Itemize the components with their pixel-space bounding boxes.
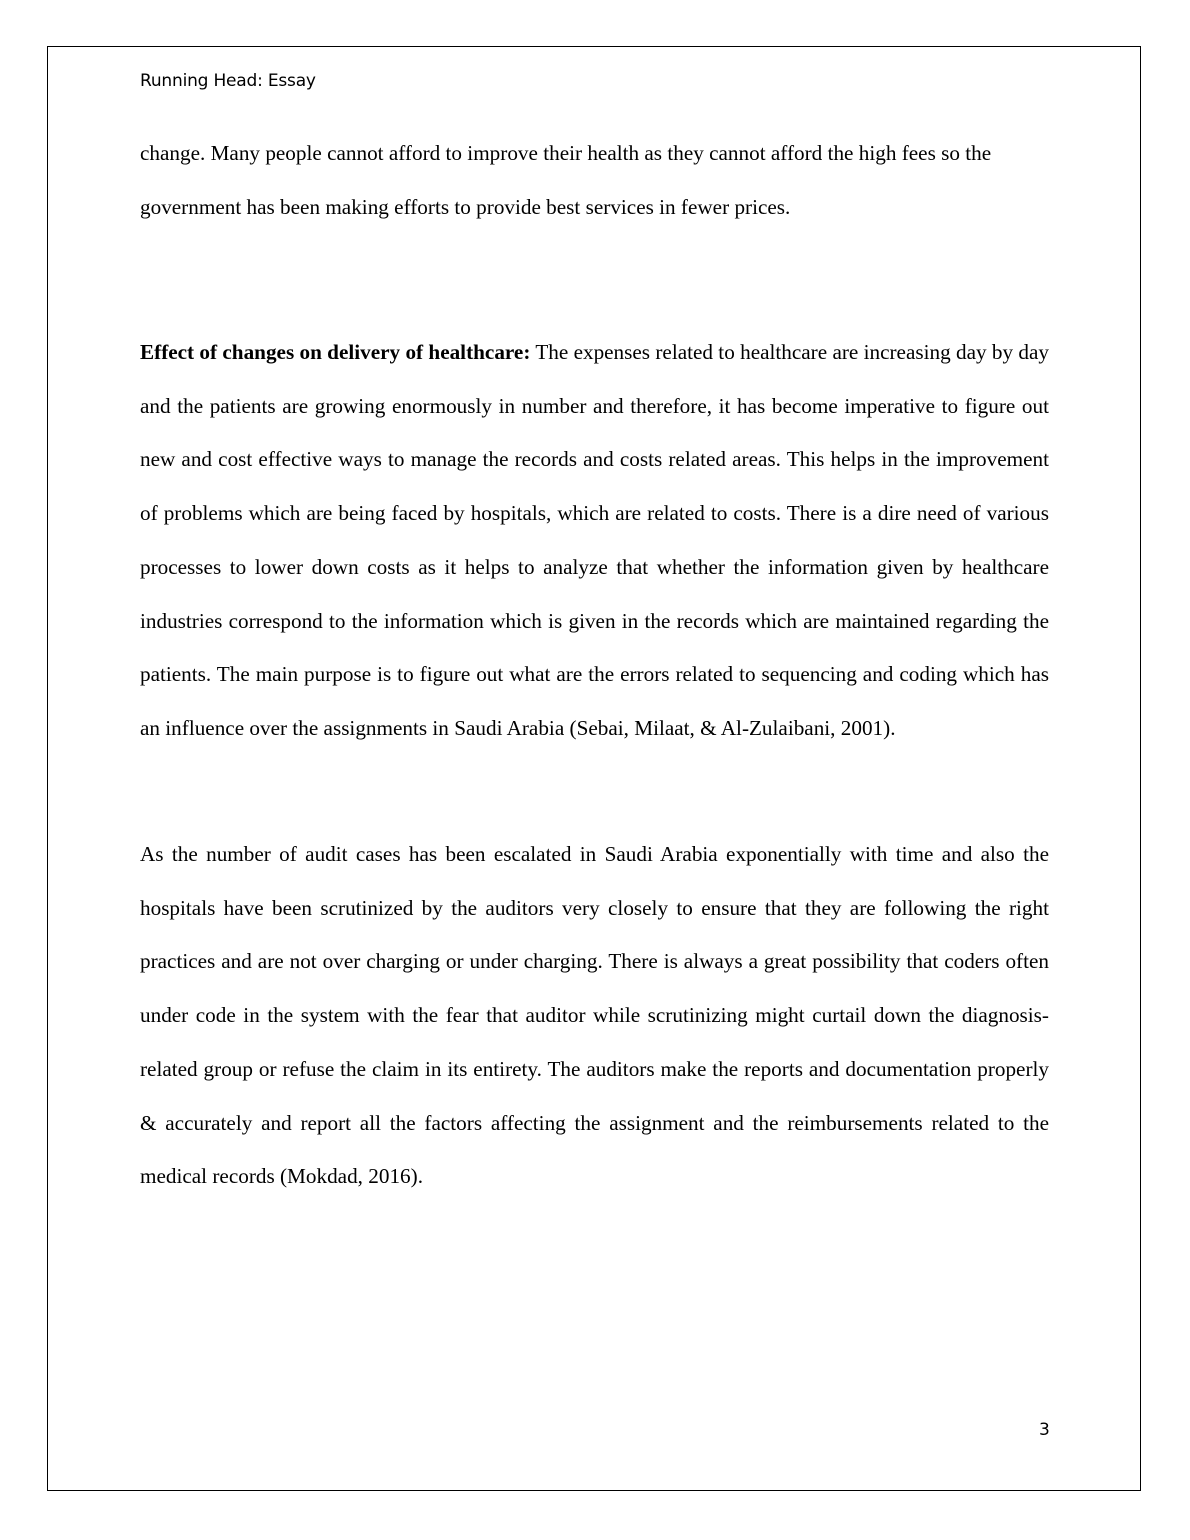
section-heading: Effect of changes on delivery of healthcare: bbox=[140, 340, 531, 364]
paragraph-continuation: change. Many people cannot afford to improve their health as they cannot afford the high fees so the government has been making efforts to provide best services in fewer prices. bbox=[140, 141, 992, 219]
paragraph-body: The expenses related to healthcare are increasing day by day and the patients are growing enormously in number and therefore, it has become imperative to figure out new and cost effective ways to manage the records and costs related areas. This helps in the improvement of problems which are being faced by hospitals, which are related to costs. There is a dire need of various processes to lower down costs as it helps to analyze that whether the information given by healthcare industries correspond to the information which is given in the records which are maintained regarding the patients. The main purpose is to figure out what are the errors related to sequencing and coding which has an influence over the assignments in Saudi Arabia (Sebai, Milaat, & Al-Zulaibani, 2001). bbox=[140, 340, 1049, 740]
page-border bbox=[47, 46, 1141, 1491]
paragraph-effect-of-changes bbox=[140, 326, 1049, 756]
paragraph-audit-cases: As the number of audit cases has been escalated in Saudi Arabia exponentially with time and also the hospitals have been scrutinized by the auditors very closely to ensure that they are following the right practices and are not over charging or under charging. There is always a great possibility that coders often under code in the system with the fear that auditor while scrutinizing might curtail down the diagnosis-related group or refuse the claim in its entirety. The auditors make the reports and documentation properly & accurately and report all the factors affecting the assignment and the reimbursements related to the medical records (Mokdad, 2016). bbox=[140, 842, 1049, 1189]
running-head: Running Head: Essay bbox=[140, 71, 316, 91]
page-number: 3 bbox=[1039, 1420, 1050, 1440]
